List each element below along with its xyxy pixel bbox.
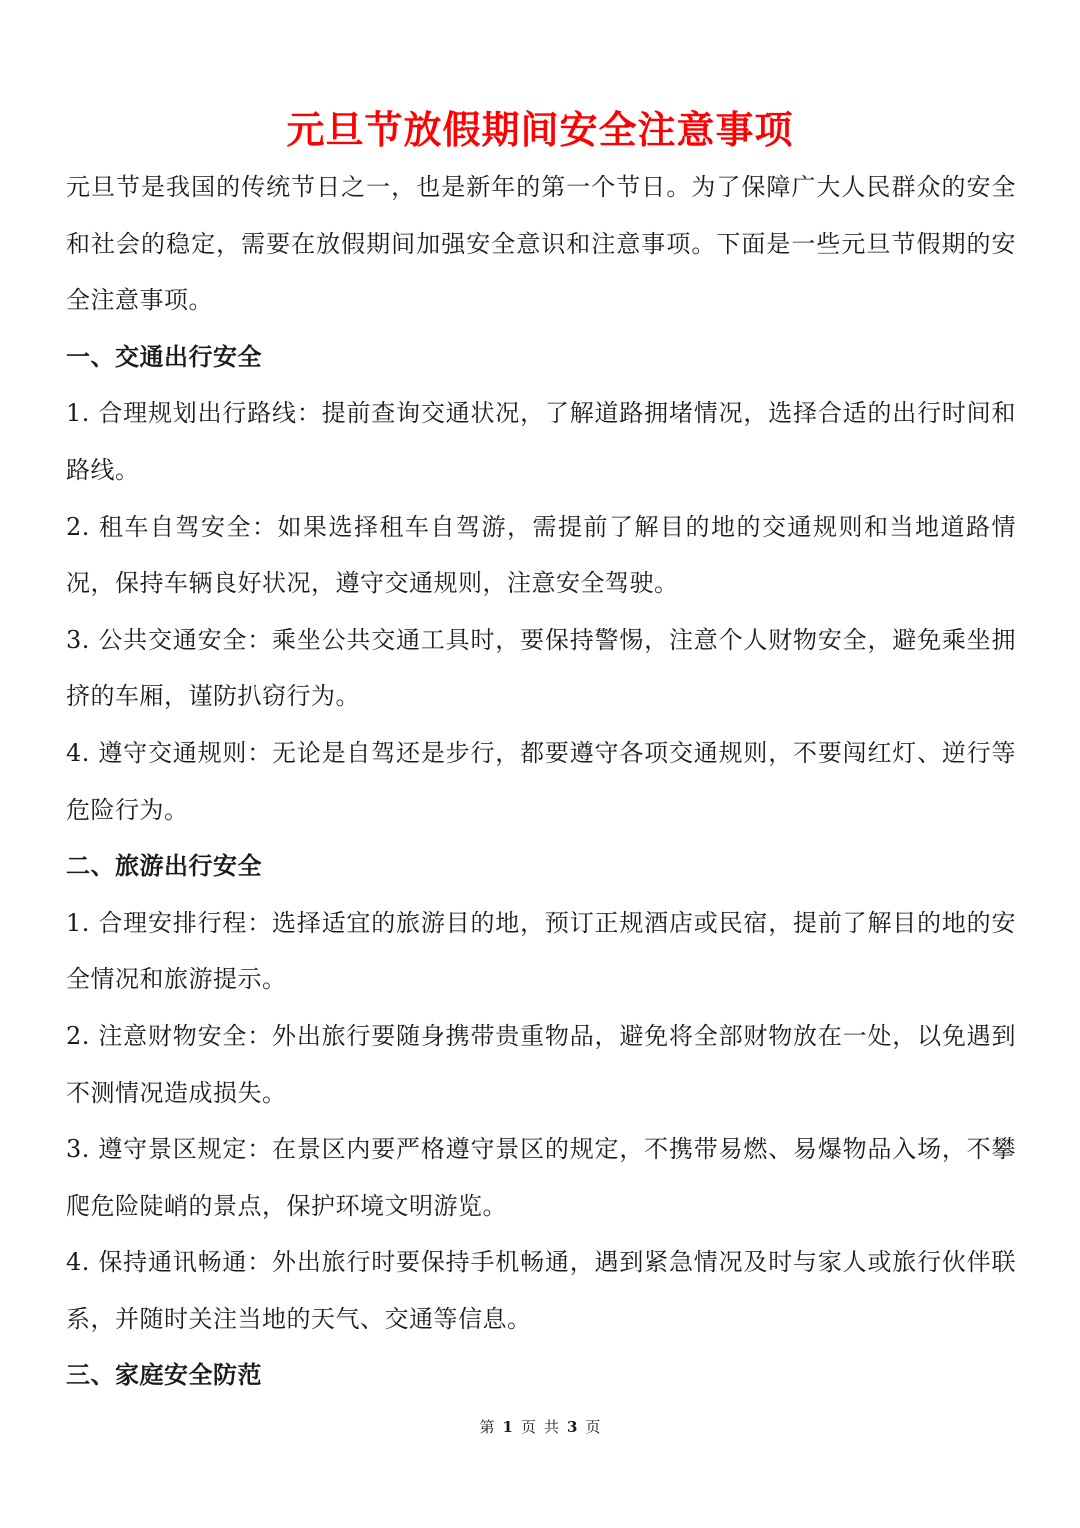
- intro-paragraph: 元旦节是我国的传统节日之一，也是新年的第一个节日。为了保障广大人民群众的安全和社会的稳定，需要在放假期间加强安全意识和注意事项。下面是一些元旦节假期的安全注意事项。: [66, 173, 1016, 315]
- list-item: 3. 遵守景区规定：在景区内要严格遵守景区的规定，不携带易燃、易爆物品入场，不攀爬危险陡峭的景点，保护环境文明游览。: [66, 1135, 1016, 1220]
- list-item: 4. 遵守交通规则：无论是自驾还是步行，都要遵守各项交通规则，不要闯红灯、逆行等危险行为。: [66, 738, 1016, 824]
- list-item: 1. 合理规划出行路线：提前查询交通状况，了解道路拥堵情况，选择合适的出行时间和路线。: [66, 399, 1016, 484]
- list-item: 2. 租车自驾安全：如果选择租车自驾游，需提前了解目的地的交通规则和当地道路情况，保持车辆良好状况，遵守交通规则，注意安全驾驶。: [66, 512, 1016, 598]
- section-heading-travel: 二、旅游出行安全: [66, 851, 262, 881]
- document-body: [66, 159, 1016, 1404]
- list-item: 4. 保持通讯畅通：外出旅行时要保持手机畅通，遇到紧急情况及时与家人或旅行伙伴联系，并随时关注当地的天气、交通等信息。: [66, 1248, 1016, 1333]
- section-heading-traffic: 一、交通出行安全: [66, 341, 262, 371]
- document-title: 元旦节放假期间安全注意事项: [286, 107, 794, 152]
- footer-current-page: 1: [502, 1418, 513, 1436]
- footer-label-total: 共: [544, 1418, 560, 1436]
- list-item: 2. 注意财物安全：外出旅行要随身携带贵重物品，避免将全部财物放在一处，以免遇到不测情况造成损失。: [66, 1021, 1016, 1107]
- footer-total-pages: 3: [567, 1418, 578, 1436]
- footer-label-page: 第: [479, 1418, 495, 1436]
- section-heading-home: 三、家庭安全防范: [66, 1360, 262, 1390]
- page-footer: [0, 1416, 1080, 1437]
- footer-label-total-unit: 页: [585, 1418, 601, 1436]
- list-item: 1. 合理安排行程：选择适宜的旅游目的地，预订正规酒店或民宿，提前了解目的地的安全情况和旅游提示。: [66, 908, 1016, 994]
- footer-label-page-unit: 页: [520, 1418, 536, 1436]
- list-item: 3. 公共交通安全：乘坐公共交通工具时，要保持警惕，注意个人财物安全，避免乘坐拥挤的车厢，谨防扒窃行为。: [66, 625, 1016, 711]
